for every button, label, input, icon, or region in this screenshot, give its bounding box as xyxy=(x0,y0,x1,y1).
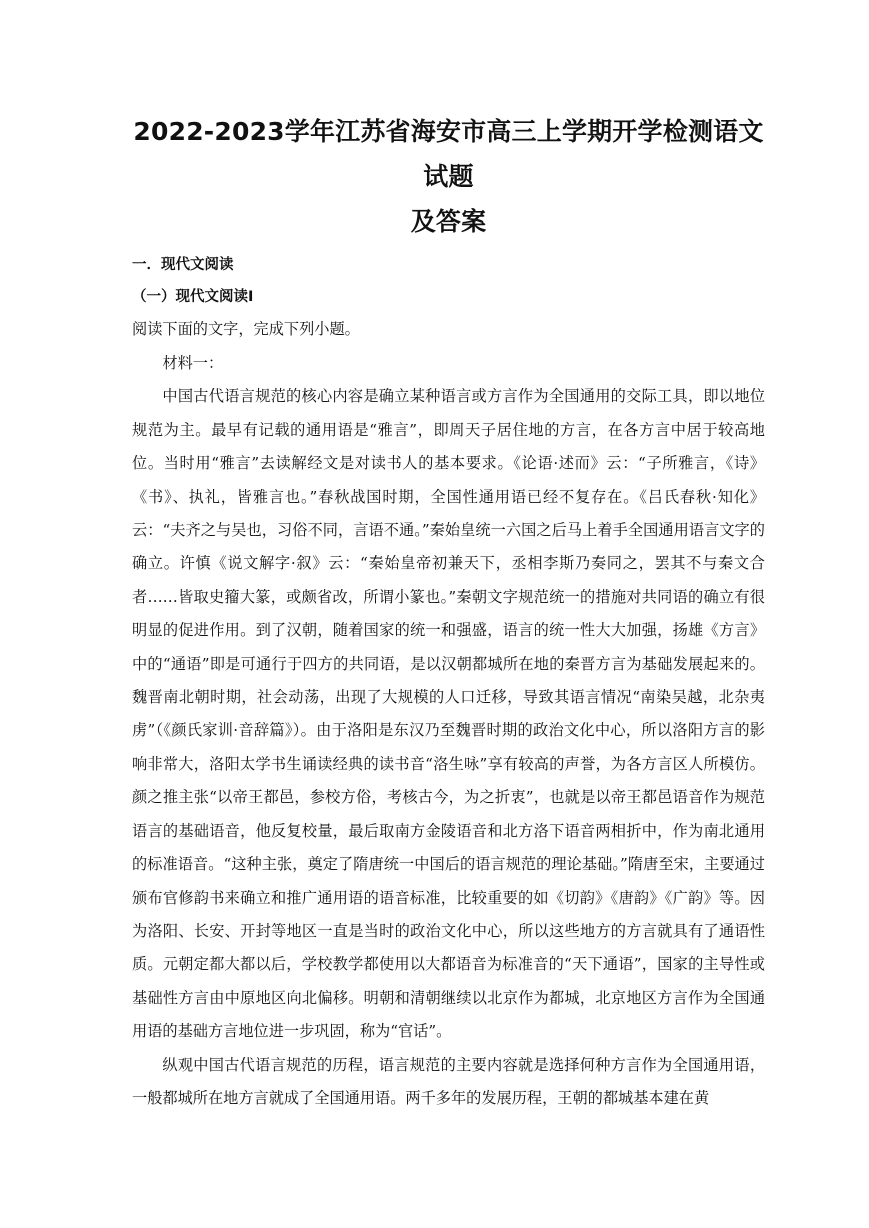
body-paragraph-1: 中国古代语言规范的核心内容是确立某种语言或方言作为全国通用的交际工具，即以地位规范为主。最早有记载的通用语是“雅言”，即周天子居住地的方言，在各方言中居于较高地位。当时用“雅言”去读解经文是对读书人的基本要求。《论语·述而》云：“子所雅言，《诗》《书》、执礼，皆雅言也。”春秋战国时期，全国性通用语已经不复存在。《吕氏春秋·知化》云：“夫齐之与吴也，习俗不同，言语不通。”秦始皇统一六国之后马上着手全国通用语言文字的确立。许慎《说文解字·叙》云：“秦始皇帝初兼天下，丞相李斯乃奏同之，罢其不与秦文合者……皆取史籀大篆，或颇省改，所谓小篆也。”秦朝文字规范统一的措施对共同语的确立有很明显的促进作用。到了汉朝，随着国家的统一和强盛，语言的统一性大大加强，扬雄《方言》中的“通语”即是可通行于四方的共同语，是以汉朝都城所在地的秦晋方言为基础发展起来的。魏晋南北朝时期，社会动荡，出现了大规模的人口迁移，导致其语言情况“南染吴越，北杂夷虏”（《颜氏家训·音辞篇》）。由于洛阳是东汉乃至魏晋时期的政治文化中心，所以洛阳方言的影响非常大，洛阳太学书生诵读经典的读书音“洛生咏”享有较高的声誉，为各方言区人所模仿。颜之推主张“以帝王都邑，参校方俗，考核古今，为之折衷”，也就是以帝王都邑语音作为规范语言的基础语音，他反复校量，最后取南方金陵语音和北方洛下语音两相折中，作为南北通用的标准语音。“这种主张，奠定了隋唐统一中国后的语言规范的理论基础。”隋唐至宋，主要通过颁布官修韵书来确立和推广通用语的语音标准，比较重要的如《切韵》《唐韵》《广韵》等。因为洛阳、长安、开封等地区一直是当时的政治文化中心，所以这些地方的方言就具有了通语性质。元朝定都大都以后，学校教学都使用以大都语音为标准音的“天下通语”，国家的主导性或基础性方言由中原地区向北偏移。明朝和清朝继续以北京作为都城，北京地区方言作为全国通用语的基础方言地位进一步巩固，称为“官话”。 xyxy=(132,387,765,1041)
subsection-heading: （一）现代文阅读Ⅰ xyxy=(132,289,254,305)
title-line-2: 及答案 xyxy=(410,207,487,236)
document-title xyxy=(132,0,765,244)
instruction-text: 阅读下面的文字，完成下列小题。 xyxy=(132,320,360,338)
material-label: 材料一： xyxy=(162,354,224,373)
title-line-1: 2022-2023学年江苏省海安市高三上学期开学检测语文试题 xyxy=(133,117,764,191)
body-paragraph-2: 纵观中国古代语言规范的历程，语言规范的主要内容就是选择何种方言作为全国通用语，一般都城所在地方言就成了全国通用语。两千多年的发展历程，王朝的都城基本建在黄 xyxy=(132,1055,765,1107)
section-heading: 一．现代文阅读 xyxy=(132,257,234,273)
